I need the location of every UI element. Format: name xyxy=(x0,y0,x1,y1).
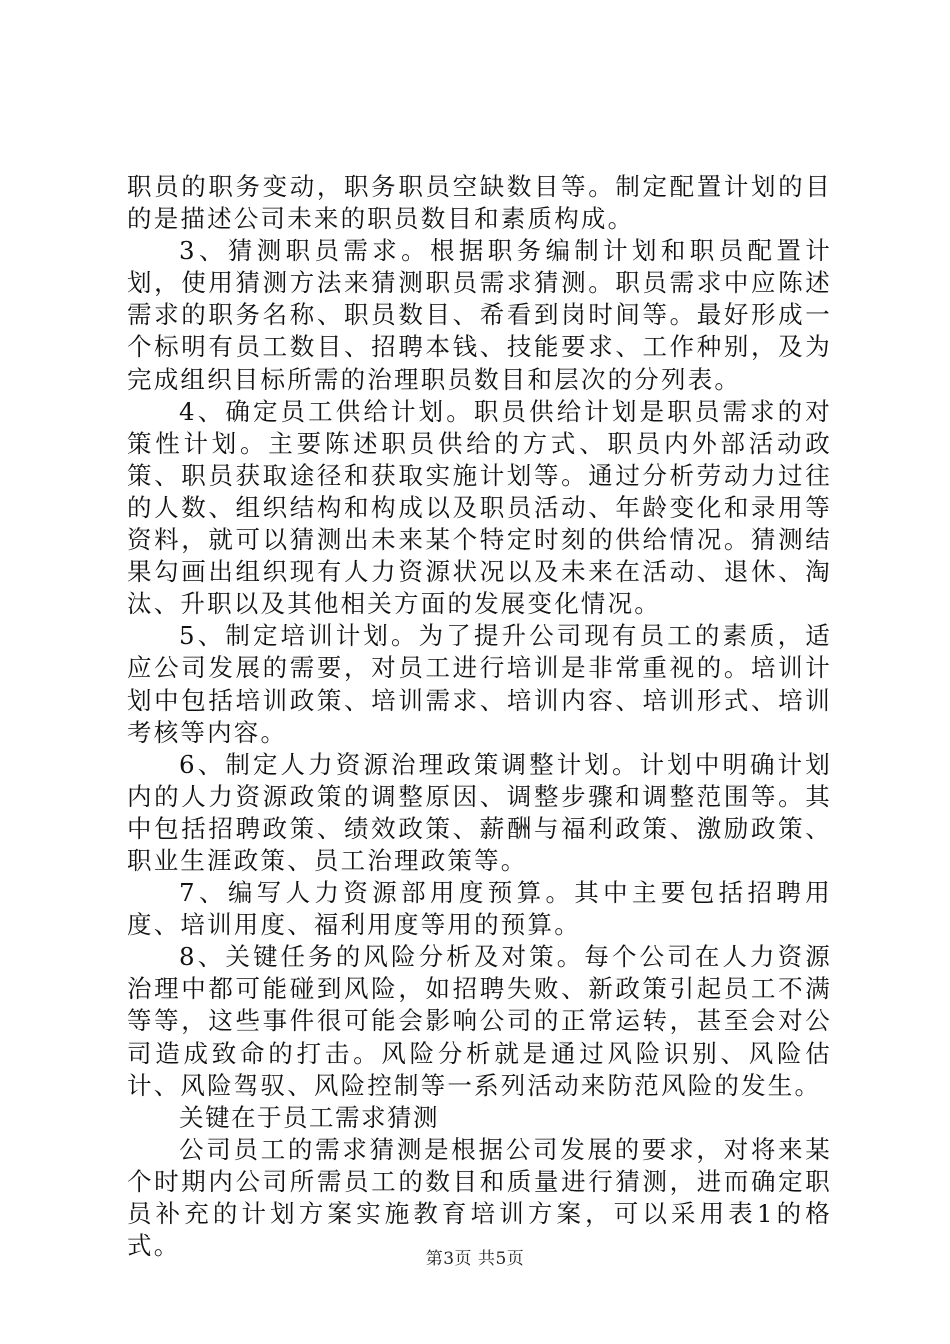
section-heading: 关键在于员工需求猜测 xyxy=(179,1102,439,1132)
paragraph-item-6: 6、制定人力资源治理政策调整计划。计划中明确计划内的人力资源政策的调整原因、调整步骤和调整范围等。其中包括招聘政策、绩效政策、薪酬与福利政策、激励政策、职业生涯政策、员工治理政策等。 xyxy=(127,749,832,875)
paragraph-item-7: 7、编写人力资源部用度预算。其中主要包括招聘用度、培训用度、福利用度等用的预算。 xyxy=(127,878,832,940)
document-body xyxy=(127,171,832,1262)
paragraph-item-4: 4、确定员工供给计划。职员供给计划是职员需求的对策性计划。主要陈述职员供给的方式、职员内外部活动政策、职员获取途径和获取实施计划等。通过分析劳动力过往的人数、组织结构和构成以及职员活动、年龄变化和录用等资料，就可以猜测出未来某个特定时刻的供给情况。猜测结果勾画出组织现有人力资源状况以及未来在活动、退休、淘汰、升职以及其他相关方面的发展变化情况。 xyxy=(127,396,832,619)
page-number-footer: 第3页 共5页 xyxy=(425,1249,525,1269)
paragraph-item-5: 5、制定培训计划。为了提升公司现有员工的素质，适应公司发展的需要，对员工进行培训是非常重视的。培训计划中包括培训政策、培训需求、培训内容、培训形式、培训考核等内容。 xyxy=(127,621,832,747)
paragraph-item-3: 3、猜测职员需求。根据职务编制计划和职员配置计划，使用猜测方法来猜测职员需求猜测。职员需求中应陈述需求的职务名称、职员数目、希看到岗时间等。最好形成一个标明有员工数目、招聘本钱、技能要求、工作种别，及为完成组织目标所需的治理职员数目和层次的分列表。 xyxy=(127,236,832,394)
paragraph-item-8: 8、关键任务的风险分析及对策。每个公司在人力资源治理中都可能碰到风险，如招聘失败、新政策引起员工不满等等，这些事件很可能会影响公司的正常运转，甚至会对公司造成致命的打击。风险分析就是通过风险识别、风险估计、风险驾驭、风险控制等一系列活动来防范风险的发生。 xyxy=(127,942,832,1100)
paragraph-continuation: 职员的职务变动，职务职员空缺数目等。制定配置计划的目的是描述公司未来的职员数目和素质构成。 xyxy=(127,172,832,234)
paragraph-closing: 公司员工的需求猜测是根据公司发展的要求，对将来某个时期内公司所需员工的数目和质量进行猜测，进而确定职员补充的计划方案实施教育培训方案，可以采用表1的格式。 xyxy=(127,1134,832,1261)
